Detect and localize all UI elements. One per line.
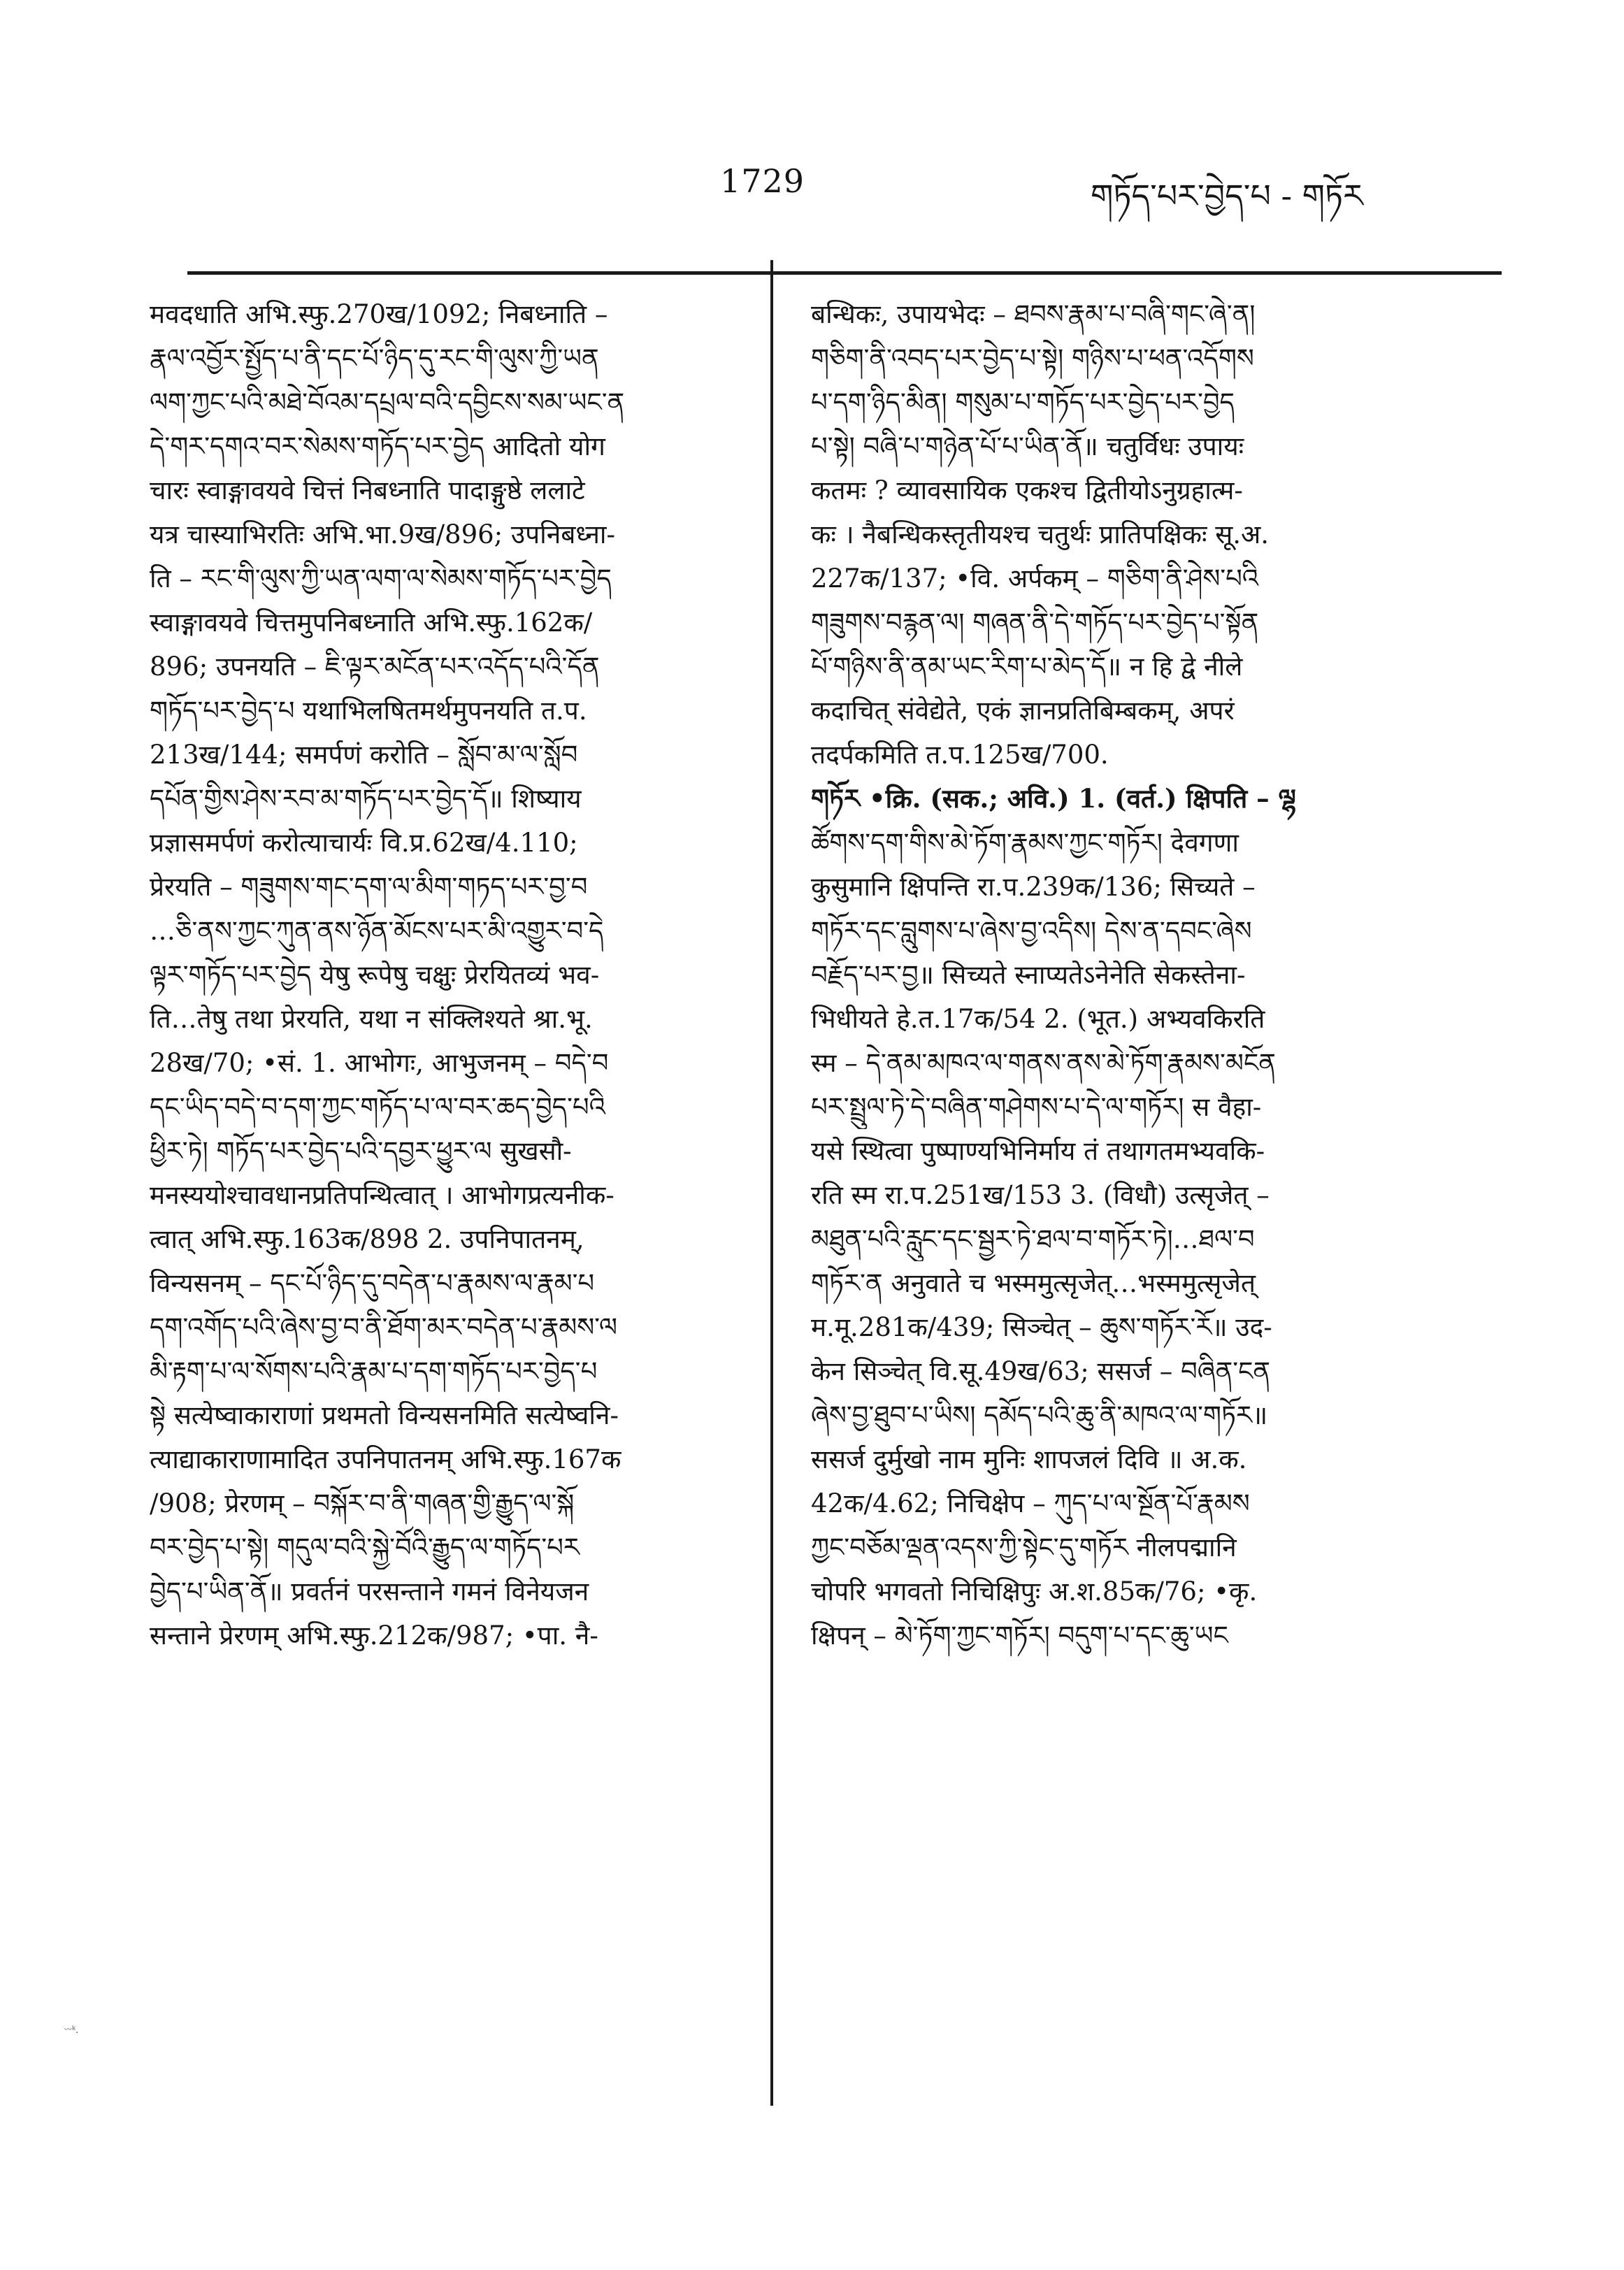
page-number: 1729 bbox=[720, 162, 805, 200]
text-line: कतमः ? व्यावसायिक एकश्च द्वितीयोऽनुग्रहात्म- bbox=[811, 475, 1243, 505]
text-line: प्रज्ञासमर्पणं करोत्याचार्यः वि.प्र.62ख/4.110; bbox=[150, 828, 578, 858]
text-line: པོ་གཉིས་ནི་ནམ་ཡང་རིག་པ་མེད་དོ॥ न हि द्वे नीले bbox=[811, 652, 1243, 682]
text-line: གཅིག་ནི་འབད་པར་བྱེད་པ་སྟེ། གཉིས་པ་ཕན་འདོགས bbox=[811, 343, 1254, 373]
text-line: 896; उपनयति – ཇི་ལྟར་མངོན་པར་འདོད་པའི་དོན bbox=[150, 652, 600, 682]
text-line: སྟེ सत्येष्वाकाराणां प्रथमतो विन्यसनमिति सत्येष्वनि- bbox=[150, 1400, 619, 1430]
text-line: གཟུགས་བརྙན་ལ། གཞན་ནི་དེ་གཏོད་པར་བྱེད་པ་སྟོན bbox=[811, 608, 1259, 638]
text-line: प्रेरयति – གཟུགས་གང་དག་ལ་མིག་གཏད་པར་བྱ་བ bbox=[150, 872, 588, 902]
text-line: रति स्म रा.प.251ख/153 3. (विधौ) उत्सृजेत् – bbox=[811, 1180, 1270, 1210]
text-line: ཚོགས་དག་གིས་མེ་ཏོག་རྣམས་ཀྱང་གཏོར། देवगणा bbox=[811, 828, 1239, 858]
text-line: त्वात् अभि.स्फु.163क/898 2. उपनिपातनम्, bbox=[150, 1224, 584, 1254]
text-line: भिधीयते हे.त.17क/54 2. (भूत.) अभ्यवकिरति bbox=[811, 1004, 1265, 1034]
text-line: मनस्ययोश्चावधानप्रतिपन्थित्वात् । आभोगप्रत्यनीक- bbox=[150, 1180, 615, 1210]
text-line: དེ་གར་དགའ་བར་སེམས་གཏོད་པར་བྱེད आदितो योग bbox=[150, 431, 605, 461]
text-line: བྱེད་པ་ཡིན་ནོ॥ प्रवर्तनं परसन्ताने गमनं विनेयजन bbox=[150, 1576, 589, 1607]
text-line: केन सिञ्चेत् वि.सू.49ख/63; ससर्ज – བཞིན་ངན bbox=[811, 1356, 1271, 1386]
text-line: कदाचित् संवेद्येते, एकं ज्ञानप्रतिबिम्बकम्, अपरं bbox=[811, 696, 1235, 726]
text-line: क्षिपन् – མེ་ཏོག་ཀྱང་གཏོར། བདུག་པ་དང་ཆུ་ཡང bbox=[811, 1621, 1228, 1651]
text-line: ཀྱང་བཅོམ་ལྡན་འདས་ཀྱི་སྟེང་དུ་གཏོར नीलपद्मानि bbox=[811, 1532, 1237, 1563]
text-line: चारः स्वाङ्गावयवे चित्तं निबध्नाति पादाङ्गुष्ठे ललाटे bbox=[150, 475, 585, 505]
text-line: དག་འགོད་པའི་ཞེས་བྱ་བ་ནི་ཐོག་མར་བདེན་པ་རྣམས་ལ bbox=[150, 1312, 618, 1342]
text-line: सन्ताने प्रेरणम् अभि.स्फु.212क/987; •पा. नै- bbox=[150, 1621, 598, 1651]
header-rule bbox=[187, 271, 1502, 275]
text-line: /908; प्रेरणम् – བསྐོར་བ་ནི་གཞན་གྱི་རྒྱུད་ལ་སྐོ bbox=[150, 1488, 575, 1518]
running-head: གཏོད་པར་བྱེད་པ - གཏོར bbox=[1091, 177, 1363, 215]
text-line: པ་སྟེ། བཞི་པ་གཉེན་པོ་པ་ཡིན་ནོ॥ चतुर्विधः उपायः bbox=[811, 431, 1244, 461]
text-line: कः । नैबन्धिकस्तृतीयश्च चतुर्थः प्रातिपक्षिकः सू.अ. bbox=[811, 519, 1270, 549]
text-line: རྣལ་འབྱོར་སྤྱོད་པ་ནི་དང་པོ་ཉིད་དུ་རང་གི་ལུས་ཀྱི་ཡན bbox=[150, 343, 599, 373]
text-line: 42क/4.62; निचिक्षेप – ཀུད་པ་ལ་སྔོན་པོ་རྣམས bbox=[811, 1488, 1250, 1518]
text-line: ལག་ཀྱང་པའི་མཐེ་བོའམ་དཔྲལ་བའི་དབྱིངས་སམ་ཡང་ན bbox=[150, 387, 625, 417]
text-line: དང་ཡིད་བདེ་བ་དག་ཀྱང་གཏོད་པ་ལ་བར་ཆད་བྱེད་པའི bbox=[150, 1092, 605, 1122]
text-line: བརྗོད་པར་བྱ॥ सिच्यते स्नाप्यतेऽनेनेति सेकस्तेना- bbox=[811, 960, 1246, 990]
text-line: གཏོད་པར་བྱེད་པ यथाभिलषितमर्थमुपनयति त.प. bbox=[150, 696, 587, 726]
right-column bbox=[811, 292, 1426, 1658]
text-line: त्याद्याकाराणामादित उपनिपातनम् अभि.स्फु.167क bbox=[150, 1444, 621, 1474]
text-line: कुसुमानि क्षिपन्ति रा.प.239क/136; सिच्यते – bbox=[811, 872, 1256, 902]
text-line: ससर्ज दुर्मुखो नाम मुनिः शापजलं दिवि ॥ अ.क. bbox=[811, 1444, 1247, 1474]
text-line: ति…तेषु तथा प्रेरयति, यथा न संक्लिश्यते श्रा.भू. bbox=[150, 1004, 593, 1034]
text-line: བར་བྱེད་པ་སྟེ། གདུལ་བའི་སྐྱེ་བོའི་རྒྱུད་ལ་གཏོད་པར bbox=[150, 1532, 580, 1563]
text-line: གཏོར་ན अनुवाते च भस्ममुत्सृजेत्…भस्ममुत्सृजेत् bbox=[811, 1268, 1256, 1298]
text-line: 28ख/70; •सं. 1. आभोगः, आभुजनम् – བདེ་བ bbox=[150, 1048, 609, 1078]
text-line: གཏོར་དང་བླུགས་པ་ཞེས་བྱ་འདིས། དེས་ན་དབང་ཞེས bbox=[811, 916, 1252, 946]
margin-mark: ᵕᵕᵏ. bbox=[64, 2025, 79, 2036]
text-line: 227क/137; •वि. अर्पकम् – གཅིག་ནི་ཤེས་པའི bbox=[811, 563, 1259, 594]
text-line: विन्यसनम् – དང་པོ་ཉིད་དུ་བདེན་པ་རྣམས་ལ་རྣམ་པ bbox=[150, 1268, 595, 1298]
text-line: པར་སྤྲུལ་ཏེ་དེ་བཞིན་གཤེགས་པ་དེ་ལ་གཏོར། स वैहा- bbox=[811, 1092, 1262, 1122]
text-line: बन्धिकः, उपायभेदः – ཐབས་རྣམ་པ་བཞི་གང་ཞེ་ན། bbox=[811, 299, 1256, 329]
text-line: तदर्पकमिति त.प.125ख/700. bbox=[811, 740, 1109, 770]
text-line: स्वाङ्गावयवे चित्तमुपनिबध्नाति अभि.स्फु.162क/ bbox=[150, 608, 593, 638]
text-line: ལྟར་གཏོད་པར་བྱེད येषु रूपेषु चक्षुः प्रेरयितव्यं भव- bbox=[150, 960, 600, 990]
text-line: 213ख/144; समर्पणं करोति – སློབ་མ་ལ་སློབ bbox=[150, 740, 578, 770]
text-line: स्म – དེ་ནམ་མཁའ་ལ་གནས་ནས་མེ་ཏོག་རྣམས་མངོན bbox=[811, 1048, 1276, 1078]
text-line: དཔོན་གྱིས་ཤེས་རབ་མ་གཏོད་པར་བྱེད་དོ॥ शिष्याय bbox=[150, 784, 582, 814]
text-line: པ་དག་ཉིད་མིན། གསུམ་པ་གཏོད་པར་བྱེད་པར་བྱེད bbox=[811, 387, 1235, 417]
text-line: चोपरि भगवतो निचिक्षिपुः अ.श.85क/76; •कृ. bbox=[811, 1576, 1258, 1607]
text-line: यसे स्थित्वा पुष्पाण्यभिनिर्माय तं तथागतमभ्यवकि- bbox=[811, 1136, 1265, 1166]
text-line: म.मू.281क/439; सिञ्चेत् – ཆུས་གཏོར་རོ॥ उद- bbox=[811, 1312, 1272, 1342]
text-line: यत्र चास्याभिरतिः अभि.भा.9ख/896; उपनिबध्ना- bbox=[150, 519, 615, 549]
text-line: མི་རྟག་པ་ལ་སོགས་པའི་རྣམ་པ་དག་གཏོད་པར་བྱེད་པ bbox=[150, 1356, 598, 1386]
text-line: मवदधाति अभि.स्फु.270ख/1092; निबध्नाति – bbox=[150, 299, 608, 329]
text-line: ཕྱིར་ཏེ། གཏོད་པར་བྱེད་པའི་དབྱར་ཕྱུར་ལ सुखसौ- bbox=[150, 1136, 572, 1166]
column-divider bbox=[770, 260, 773, 2106]
text-line: ति – རང་གི་ལུས་ཀྱི་ཡན་ལག་ལ་སེམས་གཏོད་པར་བྱེད bbox=[150, 563, 612, 594]
text-line: མཐུན་པའི་རླུང་དང་སྦྱར་ཏེ་ཐལ་བ་གཏོར་ཏེ།…ཐལ་བ bbox=[811, 1224, 1255, 1254]
text-line: …ཅི་ནས་ཀྱང་ཀུན་ནས་ཉོན་མོངས་པར་མི་འགྱུར་བ་དེ bbox=[150, 916, 604, 946]
text-line: གཏོར •क्रि. (सक.; अवि.) 1. (वर्त.) क्षिपति – ལྷ bbox=[811, 783, 1296, 814]
text-line: ཞེས་བྱ་ཐུབ་པ་ཡིས། དམོད་པའི་ཆུ་ནི་མཁའ་ལ་གཏོར॥ bbox=[811, 1400, 1268, 1430]
left-column bbox=[150, 292, 744, 1658]
